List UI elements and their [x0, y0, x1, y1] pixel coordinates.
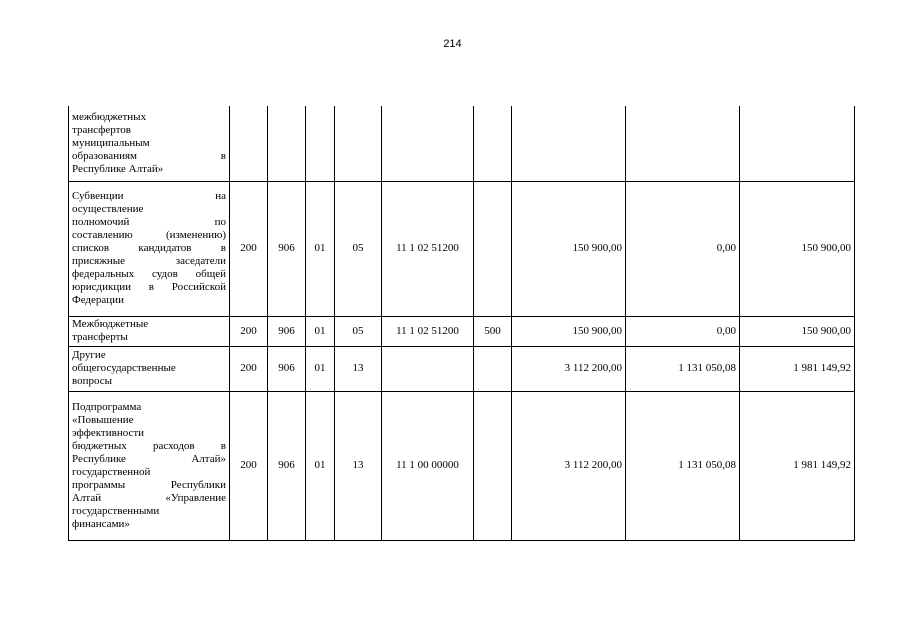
- executed-cell: 1 131 050,08: [626, 346, 740, 391]
- name-line: бюджетных расходов в: [72, 439, 226, 452]
- pr-cell: 13: [335, 346, 382, 391]
- empty-cell: [626, 106, 740, 181]
- vr-cell: 500: [474, 316, 512, 346]
- row-name: [69, 391, 230, 540]
- vr-cell: [474, 181, 512, 316]
- rz-cell: 01: [306, 346, 335, 391]
- grbs-cell: 906: [268, 181, 306, 316]
- remainder-cell: 1 981 149,92: [740, 391, 855, 540]
- code-cell: 200: [230, 391, 268, 540]
- budget-table: [68, 106, 855, 541]
- name-line: Другие: [72, 349, 106, 361]
- approved-cell: 3 112 200,00: [512, 346, 626, 391]
- table-row: [69, 316, 855, 346]
- executed-cell: 1 131 050,08: [626, 391, 740, 540]
- rz-cell: 01: [306, 181, 335, 316]
- approved-cell: 3 112 200,00: [512, 391, 626, 540]
- name-line: юрисдикции в Российской: [72, 281, 226, 293]
- page-number: 214: [443, 38, 462, 50]
- name-line: федеральных судов общей: [72, 268, 226, 280]
- name-line: Республике Алтай»: [72, 452, 226, 465]
- empty-cell: [474, 106, 512, 181]
- name-line: образованиям в: [72, 149, 226, 162]
- vr-cell: [474, 346, 512, 391]
- name-line: вопросы: [72, 375, 113, 387]
- csr-cell: 11 1 02 51200: [382, 181, 474, 316]
- pr-cell: 05: [335, 316, 382, 346]
- remainder-cell: 1 981 149,92: [740, 346, 855, 391]
- grbs-cell: 906: [268, 391, 306, 540]
- name-line: программы Республики: [72, 478, 226, 491]
- name-line: муниципальным: [72, 136, 150, 149]
- name-line: Субвенции на: [72, 190, 226, 202]
- code-cell: 200: [230, 316, 268, 346]
- row-name: [69, 316, 230, 346]
- empty-cell: [268, 106, 306, 181]
- name-line: трансферты: [72, 331, 128, 343]
- table-row: [69, 106, 855, 181]
- name-line: Межбюджетные: [72, 318, 149, 330]
- table-row: [69, 346, 855, 391]
- csr-cell: 11 1 02 51200: [382, 316, 474, 346]
- name-line: составлению (изменению): [72, 229, 226, 241]
- pr-cell: 13: [335, 391, 382, 540]
- row-name: [69, 106, 230, 181]
- table-row: [69, 181, 855, 316]
- code-cell: 200: [230, 346, 268, 391]
- csr-cell: [382, 346, 474, 391]
- name-line: государственными: [72, 504, 160, 517]
- remainder-cell: 150 900,00: [740, 181, 855, 316]
- name-line: «Повышение: [72, 413, 134, 426]
- empty-cell: [740, 106, 855, 181]
- name-line: полномочий по: [72, 216, 226, 228]
- csr-cell: 11 1 00 00000: [382, 391, 474, 540]
- name-line: Алтай «Управление: [72, 491, 226, 504]
- rz-cell: 01: [306, 316, 335, 346]
- empty-cell: [382, 106, 474, 181]
- name-line: Подпрограмма: [72, 400, 142, 413]
- name-line: Республике Алтай»: [72, 162, 164, 175]
- vr-cell: [474, 391, 512, 540]
- name-line: государственной: [72, 465, 151, 478]
- name-line: межбюджетных: [72, 110, 147, 123]
- executed-cell: 0,00: [626, 316, 740, 346]
- name-line: трансфертов: [72, 123, 131, 136]
- rz-cell: 01: [306, 391, 335, 540]
- name-line: Федерации: [72, 294, 124, 306]
- code-cell: 200: [230, 181, 268, 316]
- approved-cell: 150 900,00: [512, 316, 626, 346]
- approved-cell: 150 900,00: [512, 181, 626, 316]
- name-line: осуществление: [72, 203, 144, 215]
- name-line: присяжные заседатели: [72, 255, 226, 267]
- executed-cell: 0,00: [626, 181, 740, 316]
- empty-cell: [306, 106, 335, 181]
- empty-cell: [512, 106, 626, 181]
- row-name: [69, 181, 230, 316]
- row-name: [69, 346, 230, 391]
- table-row: [69, 391, 855, 540]
- grbs-cell: 906: [268, 316, 306, 346]
- empty-cell: [230, 106, 268, 181]
- name-line: общегосударственные: [72, 362, 176, 374]
- pr-cell: 05: [335, 181, 382, 316]
- name-line: списков кандидатов в: [72, 242, 226, 254]
- name-line: финансами»: [72, 517, 130, 530]
- empty-cell: [335, 106, 382, 181]
- name-line: эффективности: [72, 426, 145, 439]
- grbs-cell: 906: [268, 346, 306, 391]
- remainder-cell: 150 900,00: [740, 316, 855, 346]
